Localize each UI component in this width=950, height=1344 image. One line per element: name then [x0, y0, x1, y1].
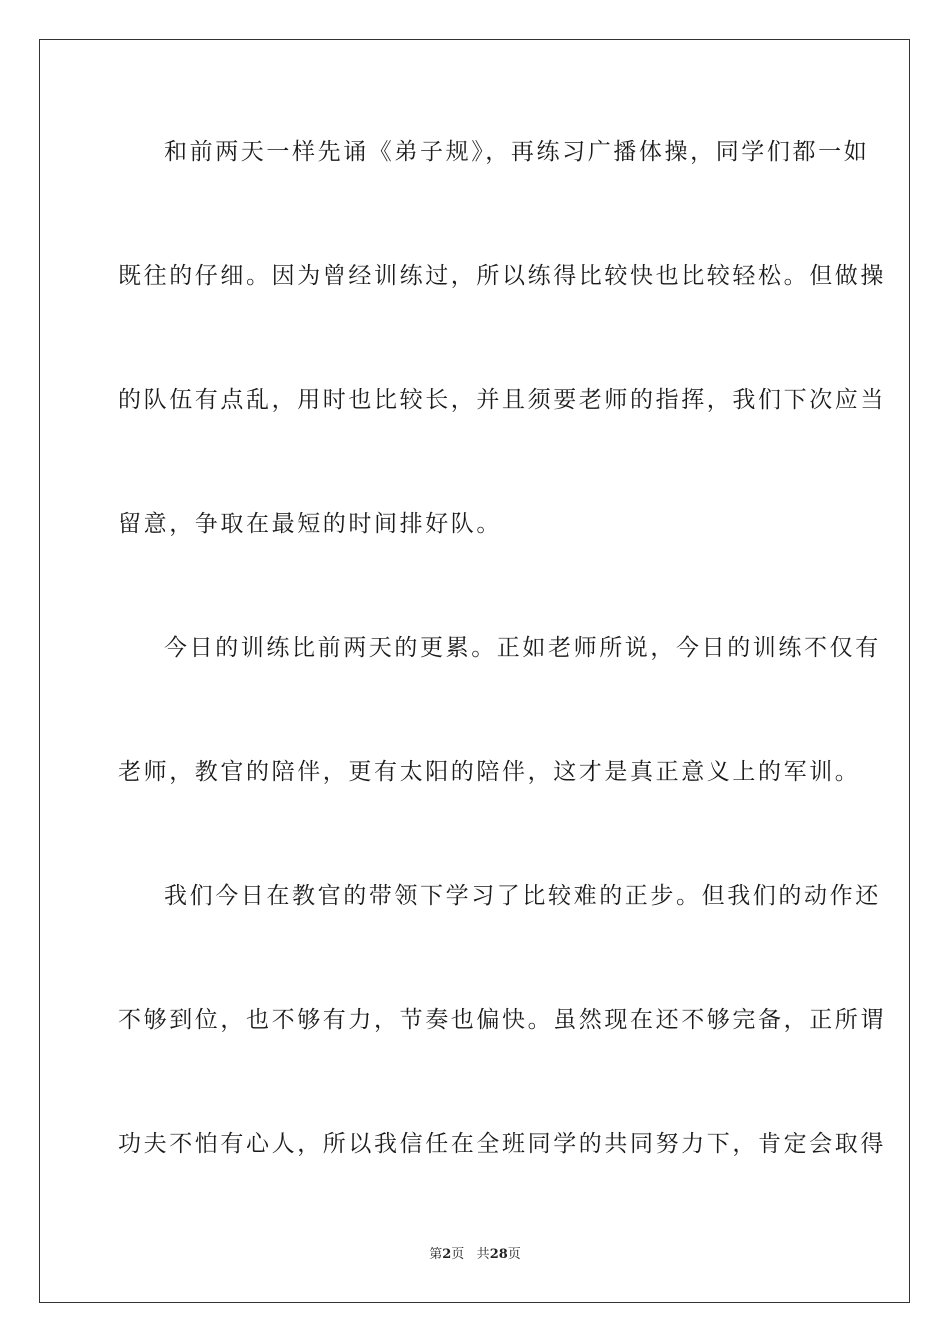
text-line: 今日的训练比前两天的更累。正如老师所说，今日的训练不仅有	[164, 635, 881, 661]
page-footer	[0, 1246, 950, 1264]
text-line: 和前两天一样先诵《弟子规》，再练习广播体操，同学们都一如	[164, 139, 870, 165]
page-border	[39, 39, 910, 1303]
text-line: 我们今日在教官的带领下学习了比较难的正步。但我们的动作还	[164, 883, 881, 909]
page-prefix: 第	[429, 1247, 443, 1262]
text-line: 的队伍有点乱，用时也比较长，并且须要老师的指挥，我们下次应当	[118, 387, 886, 413]
text-line: 既往的仔细。因为曾经训练过，所以练得比较快也比较轻松。但做操	[118, 263, 886, 289]
text-line: 不够到位，也不够有力，节奏也偏快。虽然现在还不够完备，正所谓	[118, 1007, 886, 1033]
text-line: 功夫不怕有心人，所以我信任在全班同学的共同努力下，肯定会取得	[118, 1131, 886, 1157]
text-line: 留意，争取在最短的时间排好队。	[118, 511, 502, 537]
page-number: 2	[442, 1247, 452, 1262]
total-suffix: 页	[507, 1247, 521, 1262]
total-prefix: 共	[476, 1247, 490, 1262]
text-line: 老师，教官的陪伴，更有太阳的陪伴，这才是真正意义上的军训。	[118, 759, 861, 785]
total-pages: 28	[489, 1247, 508, 1262]
page-suffix: 页	[451, 1247, 465, 1262]
